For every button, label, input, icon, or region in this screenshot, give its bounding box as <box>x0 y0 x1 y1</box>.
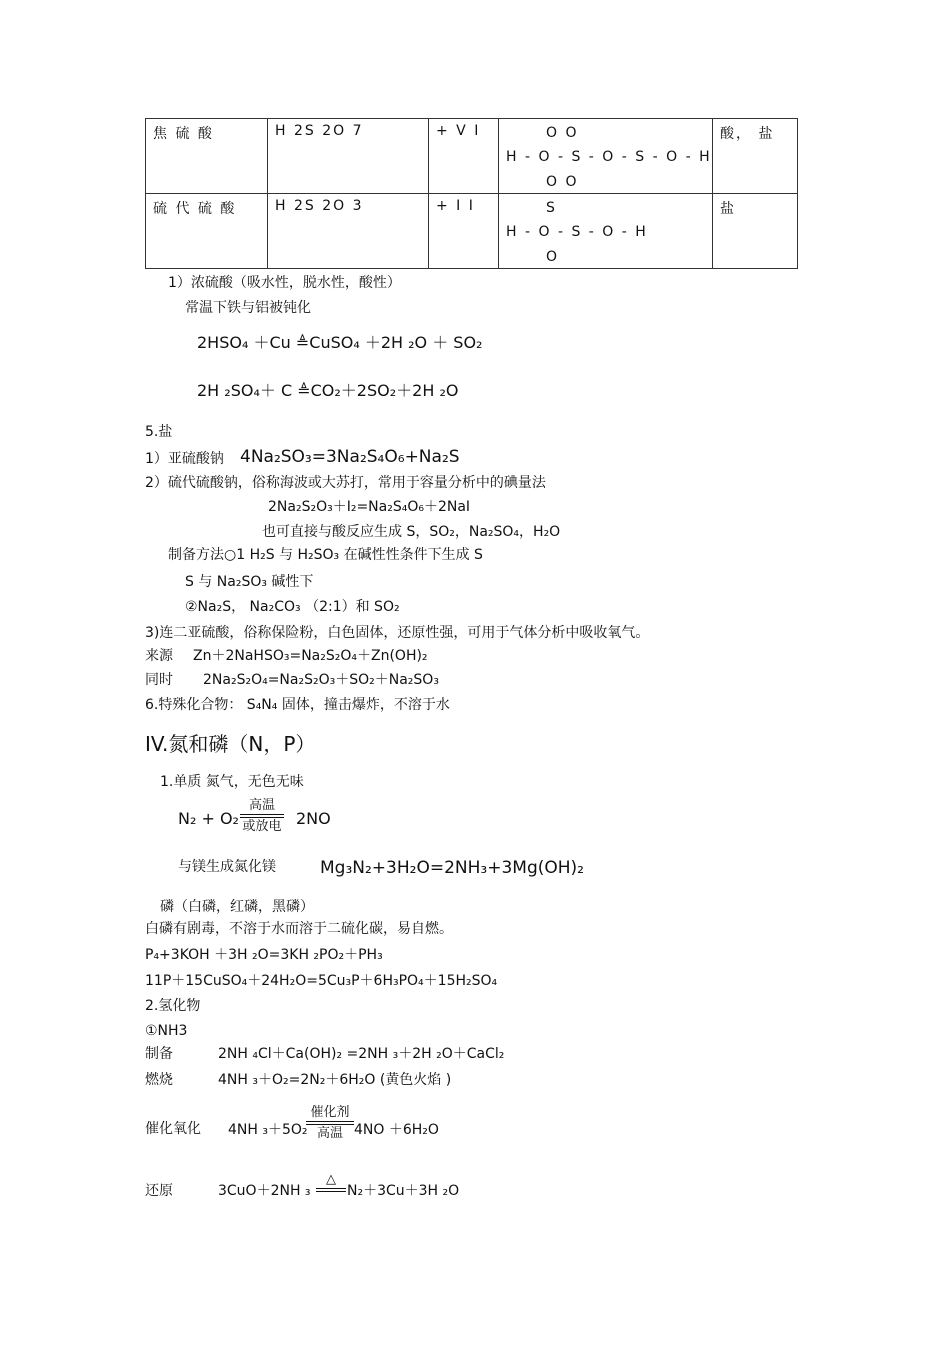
equation: 4Na₂SO₃=3Na₂S₄O₆+Na₂S <box>240 447 460 467</box>
equation: 4NH ₃＋O₂=2N₂＋6H₂O (黄色火焰 ) <box>218 1072 452 1088</box>
reaction-arrow <box>316 1173 346 1194</box>
acid-valence: + V I <box>436 123 481 139</box>
equation: 3CuO＋2NH ₃ <box>218 1183 311 1199</box>
equation: 4NO ＋6H₂O <box>354 1122 439 1138</box>
equation: 2NH ₄Cl＋Ca(OH)₂ =2NH ₃＋2H ₂O＋CaCl₂ <box>218 1046 505 1062</box>
text-line: ②Na₂S， Na₂CO₃ （2:1）和 SO₂ <box>185 599 400 615</box>
text-line: 与镁生成氮化镁 <box>178 859 276 875</box>
reaction-arrow <box>306 1106 354 1140</box>
section-title: 5.盐 <box>145 424 173 440</box>
section-title: 2.氢化物 <box>145 998 201 1014</box>
text-line: 也可直接与酸反应生成 S，SO₂，Na₂SO₄，H₂O <box>262 524 561 540</box>
acid-formula: H 2S 2O 7 <box>275 123 364 139</box>
text-line: 2）硫代硫酸钠，俗称海波或大苏打，常用于容量分析中的碘量法 <box>145 475 546 491</box>
text-line: 白磷有剧毒，不溶于水而溶于二硫化碳，易自燃。 <box>145 921 453 937</box>
text-line: 燃烧 <box>145 1072 173 1088</box>
text-line: 6.特殊化合物： S₄N₄ 固体，撞击爆炸，不溶于水 <box>145 697 450 713</box>
text-line: 1.单质 氮气，无色无味 <box>160 774 304 790</box>
text-line: 制备方法○1 H₂S 与 H₂SO₃ 在碱性性条件下生成 S <box>168 547 483 563</box>
text-line: 1）浓硫酸（吸水性，脱水性，酸性） <box>168 275 401 291</box>
acid-formula: H 2S 2O 3 <box>275 198 364 214</box>
equation: 4NH ₃＋5O₂ <box>228 1122 308 1138</box>
condition-top: 高温 <box>248 798 275 813</box>
condition-top: 催化剂 <box>310 1105 350 1120</box>
structure-line: H - O - S - O - H <box>506 224 648 240</box>
heading: IV.氮和磷（N，P） <box>145 732 316 756</box>
equation: 2Na₂S₂O₄=Na₂S₂O₃＋SO₂＋Na₂SO₃ <box>203 672 439 688</box>
text-line: 同时 <box>145 672 173 688</box>
structure-line: O O <box>546 125 579 141</box>
acid-type: 盐 <box>720 201 736 217</box>
condition-bottom: 或放电 <box>242 819 282 834</box>
text-line: 催化氧化 <box>145 1121 201 1137</box>
text-line: 磷（白磷，红磷，黑磷） <box>160 899 314 915</box>
text-line: 3)连二亚硫酸，俗称保险粉，白色固体，还原性强，可用于气体分析中吸收氧气。 <box>145 625 650 641</box>
text-line: S 与 Na₂SO₃ 碱性下 <box>185 574 314 590</box>
heat-icon: △ <box>326 1172 336 1187</box>
text-line: 常温下铁与铝被钝化 <box>185 300 311 316</box>
equation: 2H ₂SO₄＋ C ≜CO₂＋2SO₂＋2H ₂O <box>197 381 459 400</box>
acid-table <box>145 118 798 269</box>
equation: Mg₃N₂+3H₂O=2NH₃+3Mg(OH)₂ <box>320 858 584 878</box>
text-line: 1）亚硫酸钠 <box>145 451 224 467</box>
structure-formula <box>499 194 712 268</box>
equation: P₄+3KOH ＋3H ₂O=3KH ₂PO₂＋PH₃ <box>145 947 383 963</box>
text-line: 还原 <box>145 1183 173 1199</box>
structure-line: H - O - S - O - S - O - H <box>506 149 712 165</box>
table-row <box>146 194 798 269</box>
structure-line: O O <box>546 174 579 190</box>
table-row <box>146 119 798 194</box>
text-line: ①NH3 <box>145 1023 188 1039</box>
equation: 2HSO₄ ＋Cu ≜CuSO₄ ＋2H ₂O ＋ SO₂ <box>197 333 483 352</box>
acid-name: 硫 代 硫 酸 <box>153 201 237 217</box>
equation: 2Na₂S₂O₃＋I₂=Na₂S₄O₆＋2NaI <box>268 499 471 515</box>
structure-line: S <box>546 200 557 216</box>
equation: 11P＋15CuSO₄＋24H₂O=5Cu₃P＋6H₃PO₄＋15H₂SO₄ <box>145 973 498 989</box>
acid-name: 焦 硫 酸 <box>153 126 214 142</box>
text-line: 来源 <box>145 648 173 664</box>
structure-formula <box>499 119 712 193</box>
equation: Zn＋2NaHSO₃=Na₂S₂O₄＋Zn(OH)₂ <box>193 648 428 664</box>
acid-type: 酸， 盐 <box>720 126 775 142</box>
acid-valence: + I I <box>436 198 475 214</box>
equation: 2NO <box>296 809 331 828</box>
reaction-arrow <box>240 799 284 833</box>
equation: N₂＋3Cu＋3H ₂O <box>347 1183 460 1199</box>
text-line: 制备 <box>145 1046 173 1062</box>
condition-bottom: 高温 <box>316 1126 343 1141</box>
equation: N₂ + O₂ <box>178 809 239 828</box>
structure-line: O <box>546 249 560 265</box>
